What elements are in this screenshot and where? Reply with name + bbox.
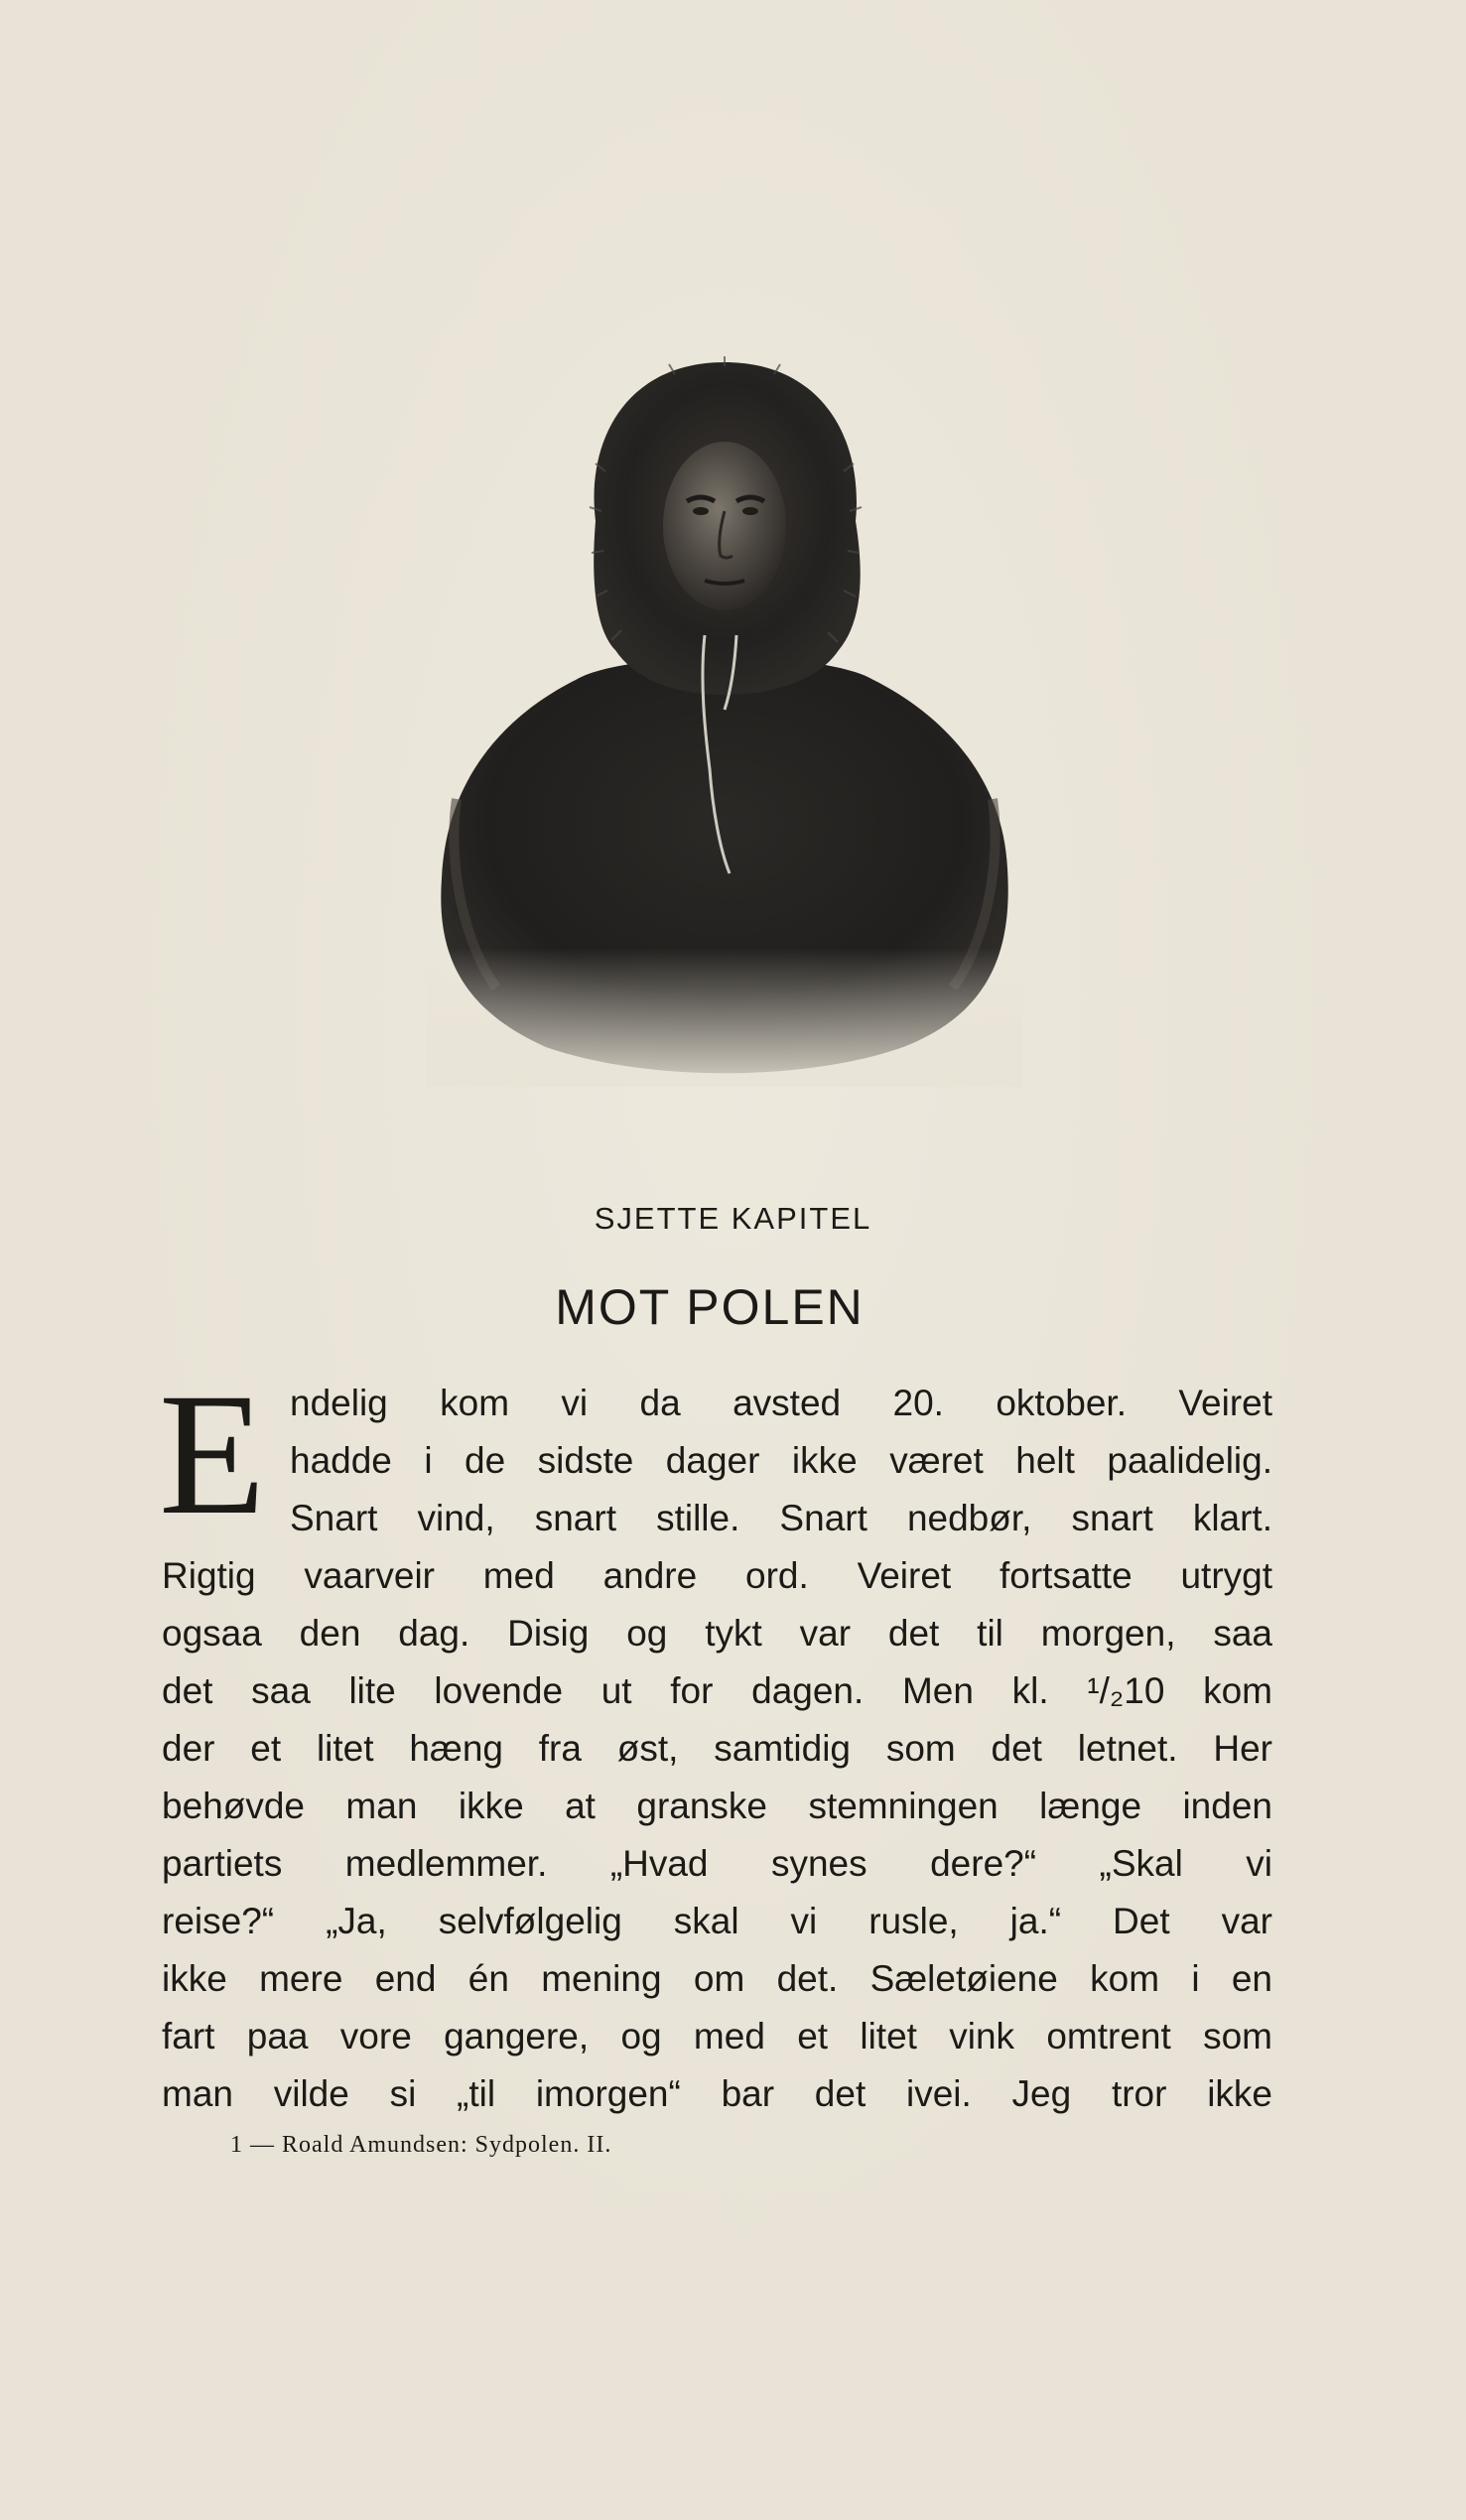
chapter-label: SJETTE KAPITEL (594, 1201, 872, 1236)
drop-cap: E (159, 1358, 266, 1551)
portrait-photo (427, 352, 1022, 1087)
body-line: det saa lite lovende ut for dagen. Men kl. ¹/₂10 kom (162, 1670, 1272, 1711)
chapter-title: MOT POLEN (555, 1279, 865, 1335)
body-line: man vilde si „til imorgen“ bar det ivei. Jeg tror ikke (162, 2073, 1272, 2114)
body-line: fart paa vore gangere, og med et litet vink omtrent som (162, 2016, 1272, 2056)
body-line: ikke mere end én mening om det. Sæletøiene kom i en (162, 1958, 1272, 1999)
body-line: Rigtig vaarveir med andre ord. Veiret fortsatte utrygt (162, 1555, 1272, 1596)
body-line: Snart vind, snart stille. Snart nedbør, snart klart. (290, 1498, 1272, 1538)
body-line: der et litet hæng fra øst, samtidig som det letnet. Her (162, 1728, 1272, 1769)
body-line: ogsaa den dag. Disig og tykt var det til morgen, saa (162, 1613, 1272, 1654)
body-line: reise?“ „Ja, selvfølgelig skal vi rusle, ja.“ Det var (162, 1901, 1272, 1941)
body-line: hadde i de sidste dager ikke været helt paalidelig. (290, 1440, 1272, 1481)
signature-footer: 1 — Roald Amundsen: Sydpolen. II. (230, 2132, 612, 2158)
body-line: behøvde man ikke at granske stemningen længe inden (162, 1786, 1272, 1826)
body-line: partiets medlemmer. „Hvad synes dere?“ „Skal vi (162, 1843, 1272, 1884)
body-line: ndelig kom vi da avsted 20. oktober. Veiret (290, 1383, 1272, 1423)
